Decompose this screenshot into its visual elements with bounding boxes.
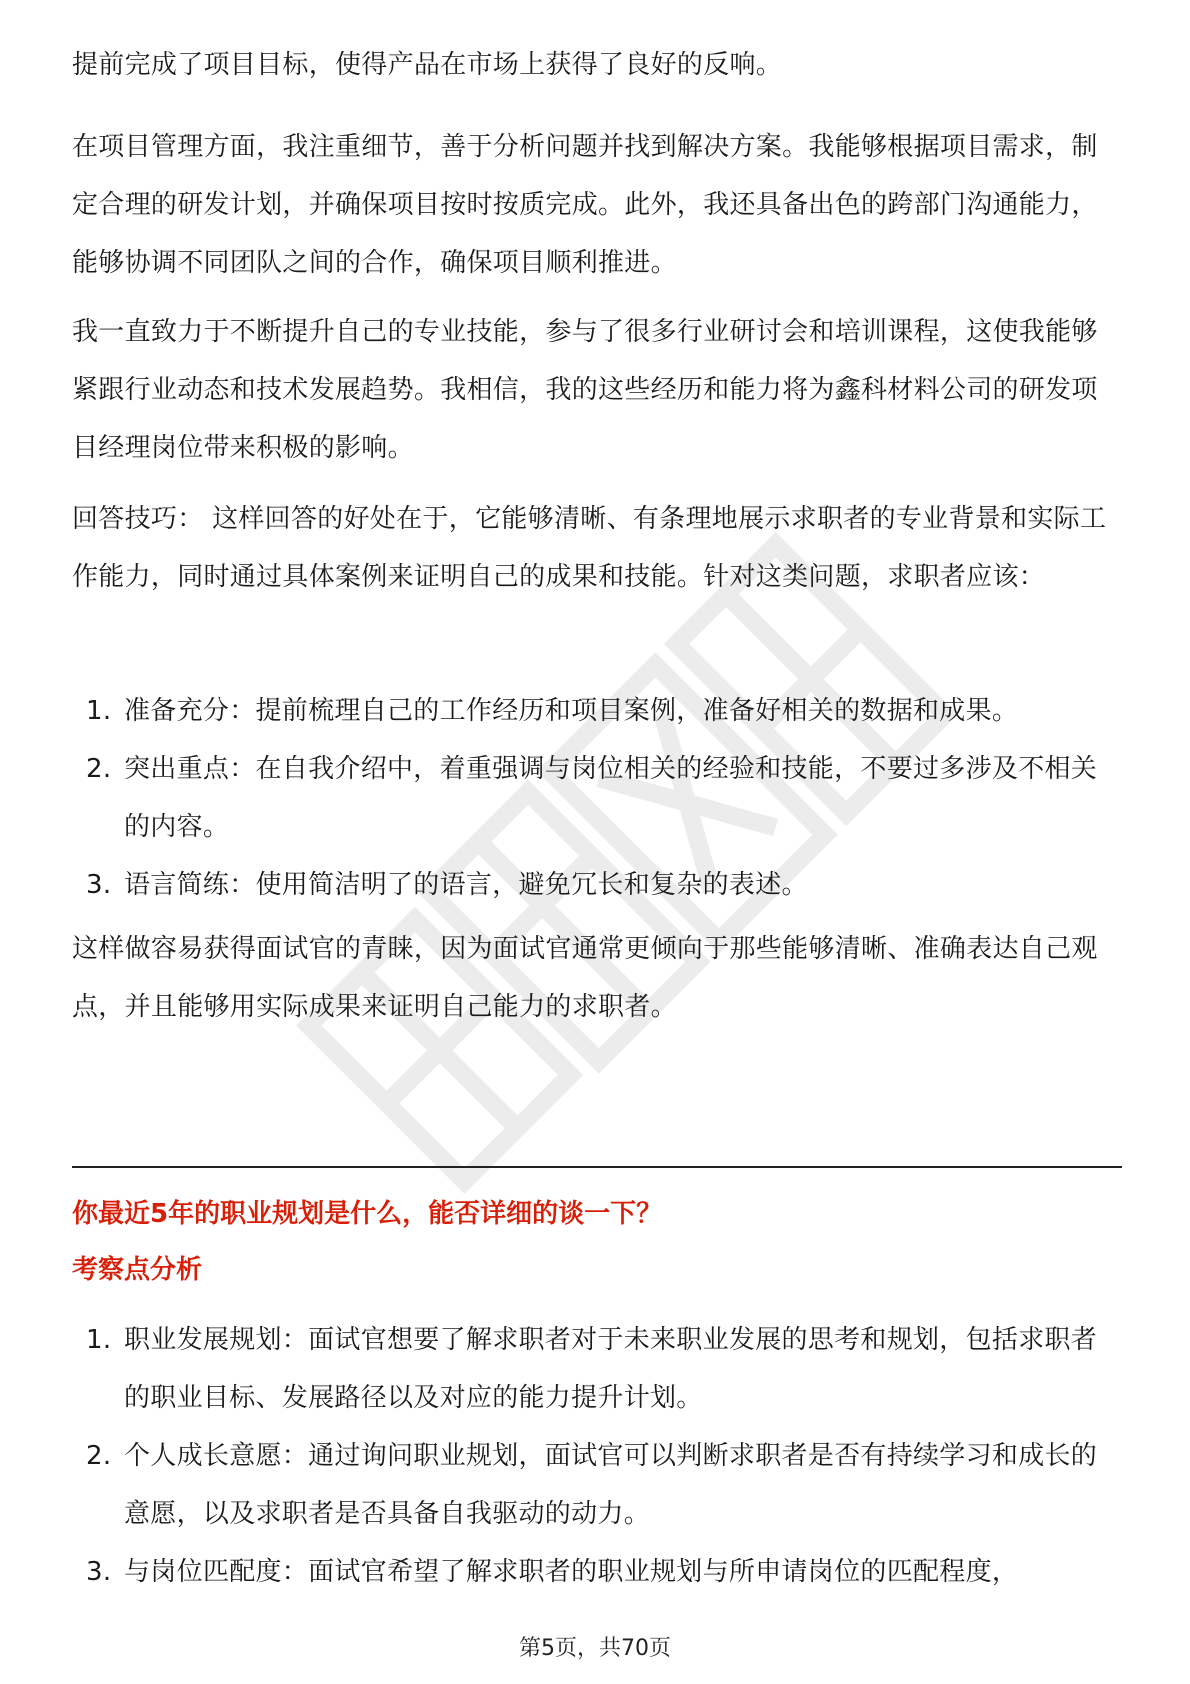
list-text: 准备充分：提前梳理自己的工作经历和项目案例，准备好相关的数据和成果。 (124, 696, 1019, 726)
list-text: 个人成长意愿：通过询问职业规划，面试官可以判断求职者是否有持续学习和成长的意愿，以及求职者是否具备自我驱动的动力。 (124, 1441, 1098, 1529)
paragraph-skills: 我一直致力于不断提升自己的专业技能，参与了很多行业研讨会和培训课程，这使我能够紧跟行业动态和技术发展趋势。我相信，我的这些经历和能力将为鑫科材料公司的研发项目经理岗位带来积极的影响。 (72, 317, 1098, 463)
paragraph-closing: 这样做容易获得面试官的青睐，因为面试官通常更倾向于那些能够清晰、准确表达自己观点，并且能够用实际成果来证明自己能力的求职者。 (72, 934, 1098, 1022)
list-text: 突出重点：在自我介绍中，着重强调与岗位相关的经验和技能，不要过多涉及不相关的内容。 (124, 754, 1098, 842)
list-text: 语言简练：使用简洁明了的语言，避免冗长和复杂的表述。 (124, 870, 808, 900)
analysis-list (72, 1311, 1122, 1601)
list-number: 1. (86, 696, 112, 726)
list-item (72, 856, 1122, 914)
list-text: 与岗位匹配度：面试官希望了解求职者的职业规划与所申请岗位的匹配程度， (124, 1557, 1019, 1587)
list-number: 1. (86, 1325, 112, 1355)
list-number: 2. (86, 1441, 112, 1471)
list-item (72, 1543, 1122, 1601)
list-number: 3. (86, 1557, 112, 1587)
list-number: 3. (86, 870, 112, 900)
section-divider (72, 1166, 1122, 1168)
list-number: 2. (86, 754, 112, 784)
paragraph-project-management: 在项目管理方面，我注重细节，善于分析问题并找到解决方案。我能够根据项目需求，制定合理的研发计划，并确保项目按时按质完成。此外，我还具备出色的跨部门沟通能力，能够协调不同团队之间的合作，确保项目顺利推进。 (72, 132, 1098, 278)
list-text: 职业发展规划：面试官想要了解求职者对于未来职业发展的思考和规划，包括求职者的职业目标、发展路径以及对应的能力提升计划。 (124, 1325, 1098, 1413)
tips-list (72, 682, 1122, 914)
section-title: 考察点分析 (72, 1255, 203, 1285)
list-item (72, 1311, 1122, 1427)
list-item (72, 740, 1122, 856)
list-item (72, 682, 1122, 740)
paragraph-answer-tips: 回答技巧： 这样回答的好处在于，它能够清晰、有条理地展示求职者的专业背景和实际工作能力，同时通过具体案例来证明自己的成果和技能。针对这类问题，求职者应该： (72, 504, 1107, 592)
list-item (72, 1427, 1122, 1543)
paragraph-intro-continuation: 提前完成了项目目标，使得产品在市场上获得了良好的反响。 (72, 50, 783, 80)
page-footer: 第5页，共70页 (519, 1636, 671, 1661)
question-heading: 你最近5年的职业规划是什么，能否详细的谈一下？ (72, 1199, 663, 1229)
